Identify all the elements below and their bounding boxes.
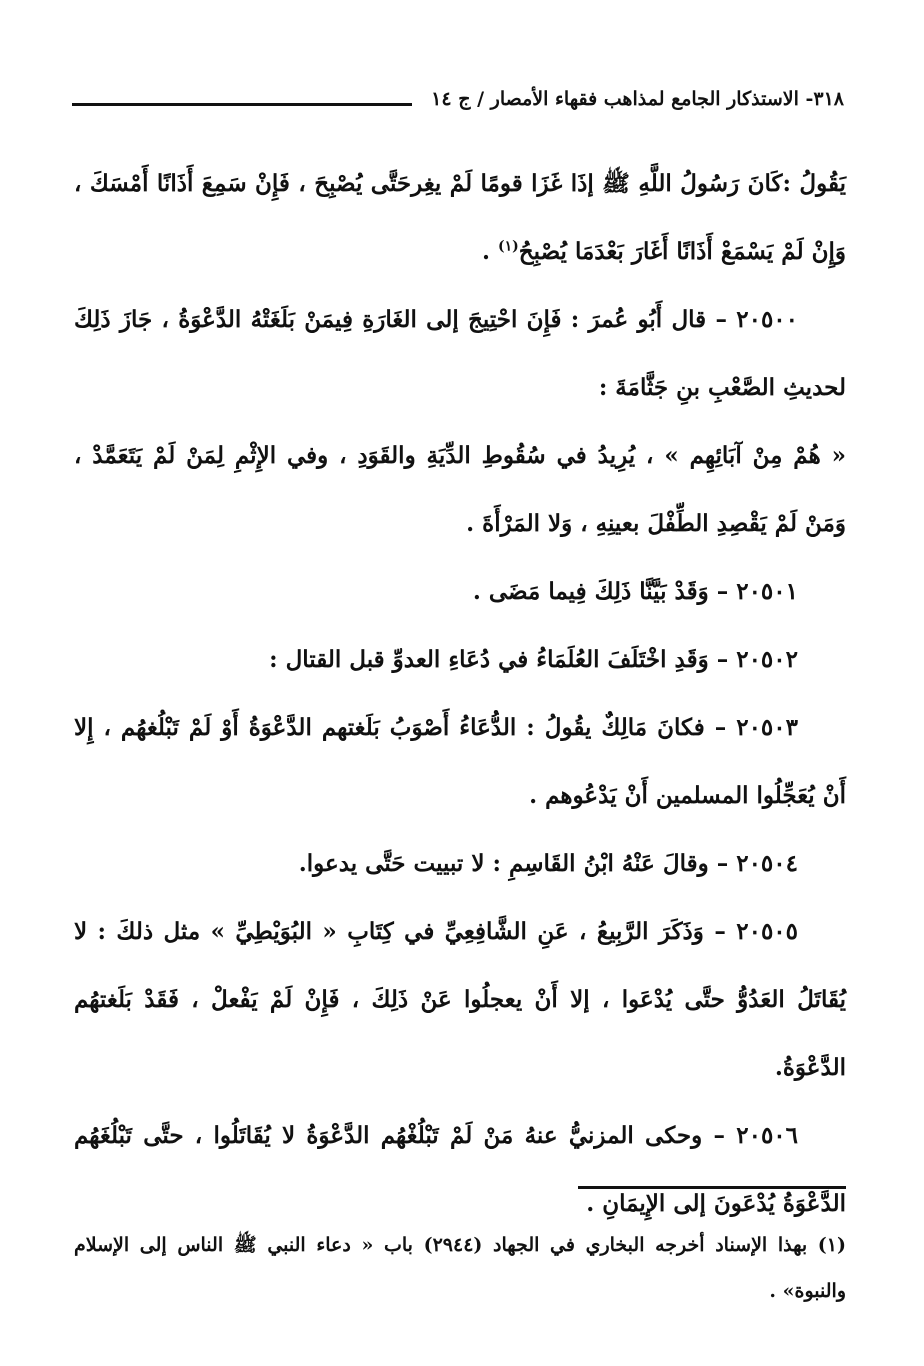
paragraph-20504: ٢٠٥٠٤ – وقالَ عَنْهُ ابْنُ القَاسِمِ : لا تبييت حَتَّى يدعوا. <box>298 850 798 877</box>
paragraph-number: ٢٠٥٠١ <box>736 578 798 605</box>
footnote-ref: (١) <box>498 238 519 255</box>
paragraph-text: قال أَبُو عُمرَ : فَإِنَ احْتِيجَ إلى الغَارَةِ فِيمَنْ بَلَغَتْهُ الدَّعْوَةُ ، جَازَ ذَلِكَ لحديثِ الصَّعْبِ بنِ جَثَّامَةَ : <box>74 306 846 401</box>
paragraph-20501: ٢٠٥٠١ – وَقَدْ بَيَّنَّا ذَلِكَ فِيما مَضَى . <box>472 578 798 605</box>
paragraph-number: ٢٠٥٠٤ <box>736 850 798 877</box>
footnote-rule <box>578 1186 846 1189</box>
paragraph-text: وَذَكَرَ الرَّبِيعُ ، عَنِ الشَّافِعِيِّ في كِتَابِ « البُوَيْطِيِّ » مثل ذلكَ : لا يُقَاتَلُ العَدُوُّ حتَّى يُدْعَوا ، إلا أَنْ يعجلُوا عَنْ ذَلِكَ ، فَإِنْ لَمْ يَفْعلْ ، فَقَدْ بَلَغتهُم الدَّعْوَةُ. <box>74 918 846 1081</box>
paragraph-20506: ٢٠٥٠٦ – وحكى المزنيُّ عنهُ مَنْ لَمْ تَبْلُغْهُم الدَّعْوَةُ لا يُقَاتَلُوا ، حتَّى تَبْلُغَهُم الدَّعْوَةُ يُدْعَونَ إلى الإِيمَانِ . <box>74 1122 846 1217</box>
paragraph-text: وَقَدِ اخْتَلَفَ العُلَمَاءُ في دُعَاءِ العدوِّ قبل القتال : <box>269 646 709 673</box>
main-text <box>74 150 846 1238</box>
paragraph-text: « هُمْ مِنْ آبَائِهِم » ، يُرِيدُ في سُقُوطِ الدِّيَةِ والقَوَدِ ، وفي الإِثْمِ لِمَنْ لَمْ يَتَعَمَّدْ ، وَمَنْ لَمْ يَقْصِدِ الطِّفْلَ بعينِهِ ، وَلا المَرْأَةَ . <box>74 442 846 537</box>
paragraph-text: وقالَ عَنْهُ ابْنُ القَاسِمِ : لا تبييت حَتَّى يدعوا. <box>298 850 709 877</box>
paragraph-20502: ٢٠٥٠٢ – وَقَدِ اخْتَلَفَ العُلَمَاءُ في دُعَاءِ العدوِّ قبل القتال : <box>269 646 798 673</box>
page-number: ٣١٨ <box>813 88 844 110</box>
footnote: (١) بهذا الإسناد أخرجه البخاري في الجهاد (٢٩٤٤) باب « دعاء النبي ﷺ الناس إلى الإسلام والنبوة» . <box>74 1234 846 1302</box>
paragraph-tail: . <box>482 238 499 265</box>
paragraph-20500: ٢٠٥٠٠ – قال أَبُو عُمرَ : فَإِنَ احْتِيجَ إلى الغَارَةِ فِيمَنْ بَلَغَتْهُ الدَّعْوَةُ ، جَازَ ذَلِكَ لحديثِ الصَّعْبِ بنِ جَثَّامَةَ : <box>74 306 846 401</box>
paragraph-text: يَقُولُ :كَانَ رَسُولُ اللَّهِ ﷺ إذَا غَزَا قومًا لَمْ يغِرحَتَّى يُصْبِحَ ، فَإِنْ سَمِعَ أَذَانًا أَمْسَكَ ، وَإِنْ لَمْ يَسْمَعْ أَذَانًا أَغَارَ بَعْدَمَا يُصْبِحُ <box>74 170 846 265</box>
paragraph-text: وحكى المزنيُّ عنهُ مَنْ لَمْ تَبْلُغْهُم الدَّعْوَةُ لا يُقَاتَلُوا ، حتَّى تَبْلُغَهُم الدَّعْوَةُ يُدْعَونَ إلى الإِيمَانِ . <box>74 1122 846 1217</box>
header-rule <box>72 103 412 106</box>
running-title: - الاستذكار الجامع لمذاهب فقهاء الأمصار / ج ١٤ <box>431 88 814 110</box>
paragraph-text: فكانَ مَالِكٌ يقُولُ : الدُّعَاءُ أَصْوَبُ بَلَغتهم الدَّعْوَةُ أَوْ لَمْ تَبْلُغهُم ، إِلا أَنْ يُعَجِّلُوا المسلمين أَنْ يَدْعُوهم . <box>74 714 846 809</box>
paragraph-20503: ٢٠٥٠٣ – فكانَ مَالِكٌ يقُولُ : الدُّعَاءُ أَصْوَبُ بَلَغتهم الدَّعْوَةُ أَوْ لَمْ تَبْلُغهُم ، إِلا أَنْ يُعَجِّلُوا المسلمين أَنْ يَدْعُوهم . <box>74 714 846 809</box>
paragraph-number: ٢٠٥٠٦ <box>736 1122 799 1149</box>
paragraph-number: ٢٠٥٠٠ <box>736 306 799 333</box>
paragraph-20505: ٢٠٥٠٥ – وَذَكَرَ الرَّبِيعُ ، عَنِ الشَّافِعِيِّ في كِتَابِ « البُوَيْطِيِّ » مثل ذلكَ : لا يُقَاتَلُ العَدُوُّ حتَّى يُدْعَوا ، إلا أَنْ يعجلُوا عَنْ ذَلِكَ ، فَإِنْ لَمْ يَفْعلْ ، فَقَدْ بَلَغتهُم الدَّعْوَةُ. <box>74 918 846 1081</box>
paragraph-hadith <box>74 150 846 286</box>
paragraph-quote <box>74 422 846 558</box>
paragraph-number: ٢٠٥٠٥ <box>736 918 799 945</box>
paragraph-text: وَقَدْ بَيَّنَّا ذَلِكَ فِيما مَضَى . <box>472 578 709 605</box>
paragraph-number: ٢٠٥٠٣ <box>736 714 798 741</box>
running-header <box>431 82 844 116</box>
paragraph-number: ٢٠٥٠٢ <box>736 646 798 673</box>
